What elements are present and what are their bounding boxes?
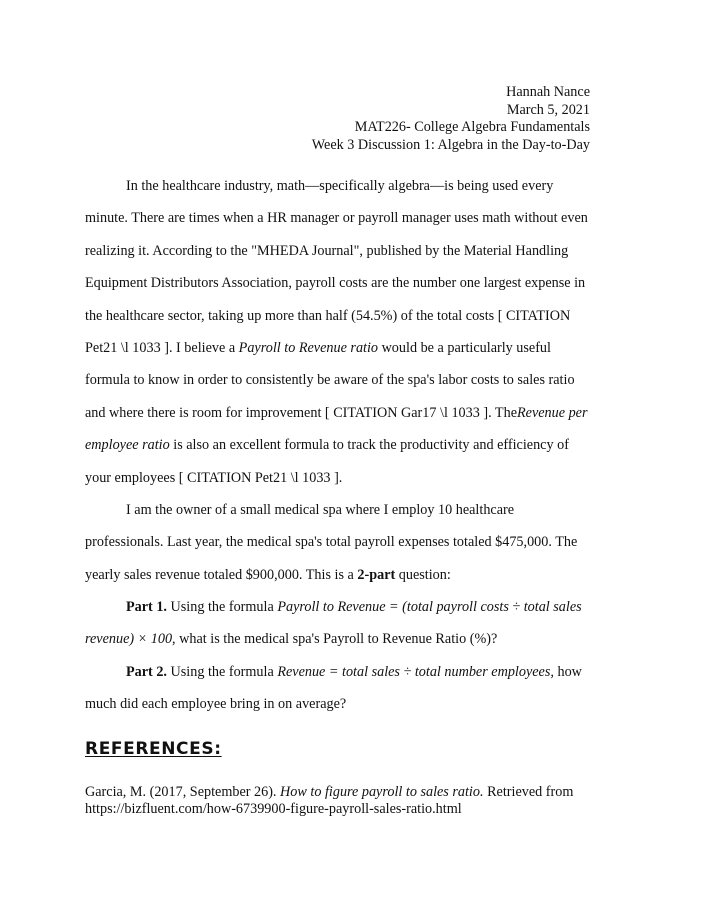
author-name: Hannah Nance	[506, 84, 590, 100]
part-label: Part 2.	[126, 663, 167, 680]
text-segment: is also an excellent formula to track the productivity and efficiency of	[169, 437, 569, 454]
text-line	[85, 429, 600, 461]
text-line	[85, 332, 600, 364]
text-line: much did each employee bring in on average?	[85, 696, 347, 713]
emphasis-term: employee ratio	[85, 437, 170, 454]
text-line: your employees [ CITATION Pet21 \l 1033 ].	[85, 469, 343, 486]
question-part-2	[85, 656, 600, 721]
references-heading: REFERENCES:	[85, 739, 222, 759]
paragraph-intro	[85, 170, 600, 494]
text-segment: , what is the medical spa's Payroll to Revenue Ratio (%)?	[172, 631, 498, 648]
part-label: Part 1.	[126, 599, 167, 616]
document-date: March 5, 2021	[506, 101, 590, 118]
formula-text: Payroll to Revenue = (total payroll costs ÷ total sales	[277, 599, 582, 616]
question-part-1	[85, 591, 600, 656]
text-segment: question:	[395, 566, 451, 583]
document-header	[312, 84, 590, 154]
text-segment: Using the formula	[166, 599, 278, 616]
text-line	[85, 559, 600, 591]
text-line: In the healthcare industry, math—specifically algebra—is being used every	[126, 178, 554, 194]
text-line: realizing it. According to the "MHEDA Journal", published by the Material Handling	[85, 242, 569, 259]
formula-text: revenue) × 100	[85, 631, 173, 648]
reference-entry	[85, 784, 573, 817]
text-segment: Using the formula	[166, 663, 278, 680]
text-line	[85, 397, 600, 429]
text-line: professionals. Last year, the medical spa's total payroll expenses totaled $475,000. The	[85, 534, 578, 551]
text-line	[85, 623, 600, 655]
paragraph-scenario	[85, 494, 600, 591]
text-segment: and where there is room for improvement [ CITATION Gar17 \l 1033 ]. The	[85, 404, 517, 421]
text-segment: Pet21 \l 1033 ]. I believe a	[85, 339, 239, 356]
formula-text: Revenue = total sales ÷ total number employees,	[277, 663, 554, 680]
text-segment: how	[553, 663, 582, 680]
document-body	[85, 170, 600, 721]
text-segment: would be a particularly useful	[378, 339, 551, 356]
bold-term: 2-part	[357, 566, 396, 583]
text-line	[85, 656, 600, 688]
emphasis-term: Revenue per	[517, 404, 588, 421]
emphasis-term: Payroll to Revenue ratio	[238, 339, 379, 356]
text-segment: Retrieved from	[483, 784, 574, 800]
text-line: minute. There are times when a HR manager or payroll manager uses math without even	[85, 210, 588, 227]
text-line: I am the owner of a small medical spa where I employ 10 healthcare	[126, 501, 515, 518]
text-line	[85, 591, 600, 623]
course-title: MAT226- College Algebra Fundamentals	[354, 119, 590, 135]
reference-line	[85, 784, 573, 801]
reference-title: How to figure payroll to sales ratio.	[280, 784, 484, 800]
text-line: formula to know in order to consistently be aware of the spa's labor costs to sales ratio	[85, 372, 575, 389]
text-segment: Garcia, M. (2017, September 26).	[85, 784, 281, 800]
assignment-title: Week 3 Discussion 1: Algebra in the Day-to-Day	[311, 136, 590, 153]
text-segment: yearly sales revenue totaled $900,000. This is a	[85, 566, 358, 583]
text-line: Equipment Distributors Association, payroll costs are the number one largest expense in	[85, 275, 586, 292]
reference-url: https://bizfluent.com/how-6739900-figure-payroll-sales-ratio.html	[85, 800, 462, 817]
text-line: the healthcare sector, taking up more than half (54.5%) of the total costs [ CITATION	[85, 307, 571, 324]
